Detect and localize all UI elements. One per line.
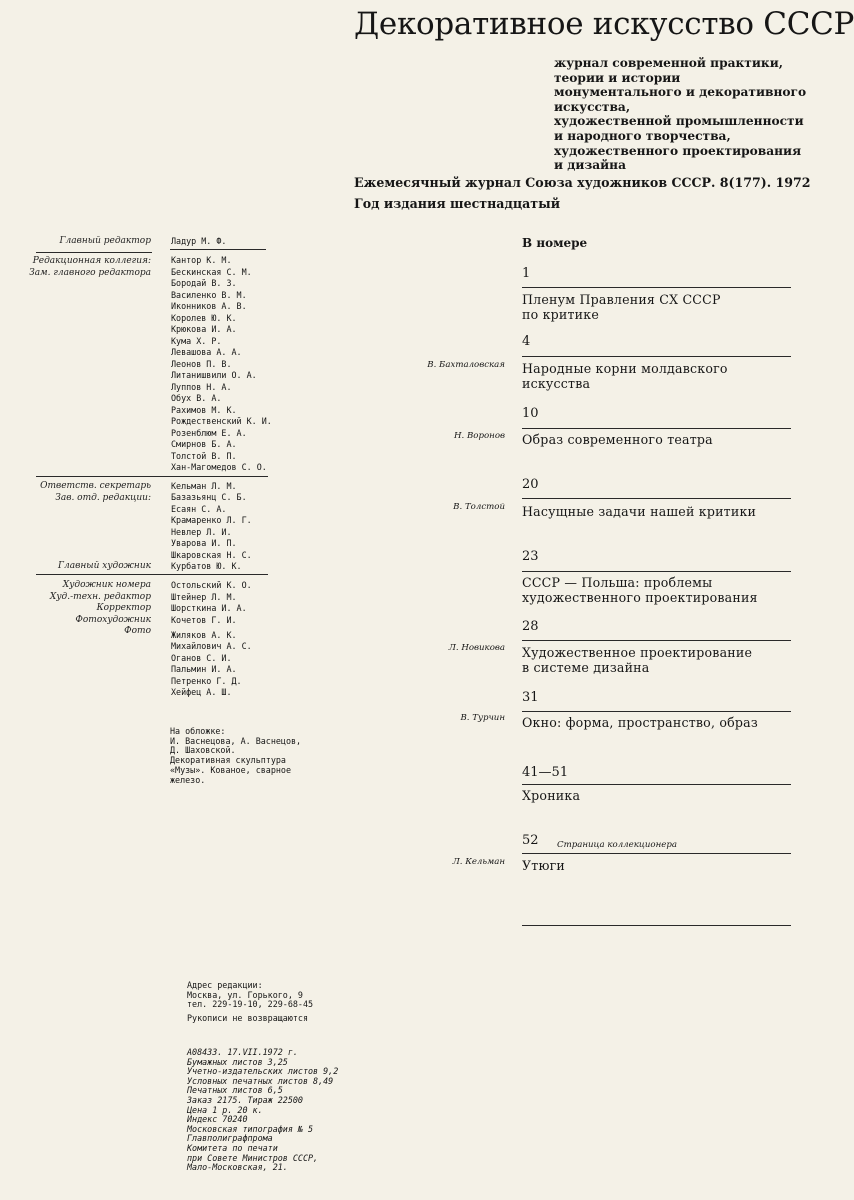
chief-artist-name: Курбатов Ю. К. [171,561,242,571]
cover-note-line: железо. [170,774,206,785]
toc-title-line: Художественное проектирование [522,645,753,660]
secretary-member: Базазьянц С. Б. [171,492,247,502]
toc-page-number: 20 [522,477,539,492]
toc-article-title[interactable] [522,645,752,675]
toc-title-line: СССР — Польша: проблемы [522,575,713,590]
board-member: Бородай В. З. [171,278,237,288]
issue-person: Пальмин И. А. [171,664,237,674]
secretary-member: Невлер Л. И. [171,527,232,537]
imprint-line: Индекс 70240 [187,1114,248,1125]
issue-role: Корректор [96,603,151,613]
imprint-line: Условных печатных листов 8,49 [187,1075,334,1086]
divider [36,252,152,253]
publication-year: Год издания шестнадцатый [354,196,561,211]
board-member: Литанишвили О. А. [171,370,257,380]
divider [170,249,266,250]
chief-editor-name: Ладур М. Ф. [171,236,227,246]
toc-divider [522,711,791,712]
subtitle-line: художественной промышленности [554,114,804,129]
toc-page-number: 52 [522,833,539,848]
toc-author: Н. Воронов [454,431,505,441]
issue-person: Жиляков А. К. [171,630,237,640]
imprint-line: Бумажных листов 3,25 [187,1056,288,1067]
board-member: Левашова А. А. [171,347,242,357]
secretary-member: Есаян С. А. [171,504,227,514]
cover-note-line: Декоративная скульптура [170,755,286,766]
toc-article-title[interactable] [522,292,721,322]
toc-divider [522,498,791,499]
board-member: Иконников А. В. [171,301,247,311]
toc-divider [522,428,791,429]
toc-author: Л. Кельман [452,857,505,867]
issue-person: Оганов С. И. [171,653,232,663]
issue-person: Петренко Г. Д. [171,676,242,686]
imprint [187,1048,338,1173]
imprint-line: Печатных листов 6,5 [187,1085,283,1096]
imprint-line: Комитета по печати [187,1142,278,1153]
secretary-member: Кельман Л. М. [171,481,237,491]
toc-article-title[interactable] [522,575,758,605]
toc-section-label: Страница коллекционера [557,840,677,850]
address-line: Москва, ул. Горького, 9 [187,989,303,1000]
issue-person: Штейнер Л. М. [171,592,237,602]
secretary-member: Шкаровская Н. С. [171,550,252,560]
issue-role: Фотохудожник [75,615,151,625]
issue-role: Фото [124,626,151,636]
board-member: Бескинская С. М. [171,267,252,277]
address-line: Адрес редакции: [187,980,263,990]
issue-person: Шорсткина И. А. [171,603,247,613]
issue-person: Остольский К. О. [171,580,252,590]
imprint-line: А08433. 17.VII.1972 г. [187,1047,298,1057]
deputy-editor-role: Зам. главного редактора [29,268,151,278]
toc-title-line: Окно: форма, пространство, образ [522,715,758,730]
cover-note-line: И. Васнецова, А. Васнецов, [170,735,302,746]
toc-article-title[interactable] [522,504,756,519]
imprint-line: Учетно-издательских листов 9,2 [187,1066,339,1077]
issue-person: Кочетов Г. И. [171,615,237,625]
toc-divider [522,784,791,785]
toc-article-title[interactable] [522,432,713,447]
imprint-line: Московская типография № 5 [187,1123,314,1134]
imprint-line: Мало-Московская, 21. [187,1162,288,1173]
secretary-role: Ответств. секретарь [40,481,151,491]
toc-divider [522,853,791,854]
board-member: Леонов П. В. [171,359,232,369]
toc-author: В. Толстой [453,502,505,512]
magazine-title: Декоративное искусство СССР [354,6,854,42]
toc-author: Л. Новикова [448,643,505,653]
toc-page-number: 23 [522,549,539,564]
toc-divider [522,571,791,572]
toc-article-title[interactable] [522,361,728,391]
board-member: Обух В. А. [171,393,222,403]
board-role: Редакционная коллегия: [32,256,151,266]
toc-title-line: художественного проектирования [522,590,758,605]
cover-note-line: На обложке: [170,726,226,736]
subtitle-line: и народного творчества, [554,128,731,143]
toc-page-number: 41—51 [522,765,569,780]
toc-article-title[interactable] [522,788,580,803]
issue-line: Ежемесячный журнал Союза художников СССР. 8(177). 1972 [354,175,811,190]
toc-divider [522,356,791,357]
toc-heading: В номере [522,236,588,250]
issue-role: Художник номера [62,580,151,590]
chief-editor-role: Главный редактор [59,236,151,246]
board-member: Василенко В. М. [171,290,247,300]
board-member: Крюкова И. А. [171,324,237,334]
toc-page-number: 28 [522,619,539,634]
editorial-address [187,981,313,1010]
toc-title-line: Народные корни молдавского [522,361,728,376]
secretary-member: Уварова И. П. [171,538,237,548]
board-member: Рахимов М. К. [171,405,237,415]
toc-author: В. Бахталовская [427,360,505,370]
subtitle-line: теории и истории [554,70,681,85]
toc-title-line: искусства [522,376,591,391]
toc-article-title[interactable] [522,715,758,730]
issue-person: Хейфец А. Ш. [171,687,232,697]
cover-note-line: «Музы». Кованое, сварное [170,764,292,775]
board-member: Рождественский К. И. [171,416,272,426]
toc-title-line: Утюги [522,858,566,873]
toc-article-title[interactable] [522,858,565,873]
subtitle-line: монументального и декоративного [554,85,807,100]
subtitle-line: искусства, [554,99,631,114]
magazine-subtitle [554,56,807,173]
divider [36,476,268,477]
imprint-line: Главполиграфпрома [187,1133,273,1144]
imprint-line: Цена 1 р. 20 к. [187,1104,263,1115]
cover-note [170,727,301,785]
toc-title-line: Пленум Правления СХ СССР [522,292,721,307]
address-line: тел. 229-19-10, 229-68-45 [187,999,314,1010]
toc-author: В. Турчин [460,713,505,723]
board-member: Кума Х. Р. [171,336,222,346]
issue-person: Михайлович А. С. [171,641,252,651]
toc-divider [522,287,791,288]
toc-page-number: 10 [522,406,539,421]
board-member: Кантор К. М. [171,255,232,265]
toc-page-number: 1 [522,266,531,281]
board-member: Толстой В. П. [171,451,237,461]
toc-divider [522,640,791,641]
secretary-member: Крамаренко Л. Г. [171,515,252,525]
toc-page-number: 4 [522,334,531,349]
board-member: Хан-Магомедов С. О. [171,462,267,472]
toc-divider [522,925,791,926]
divider [36,574,268,575]
subtitle-line: журнал современной практики, [554,56,783,70]
board-member: Королев Ю. К. [171,313,237,323]
department-role: Зав. отд. редакции: [55,493,151,503]
board-member: Розенблюм Е. А. [171,428,247,438]
toc-title-line: Насущные задачи нашей критики [522,504,757,519]
chief-artist-role: Главный художник [58,561,151,571]
toc-title-line: Образ современного театра [522,432,713,447]
toc-page-number: 31 [522,690,539,705]
board-member: Луппов Н. А. [171,382,232,392]
issue-role: Худ.-техн. редактор [49,592,151,602]
board-member: Смирнов Б. А. [171,439,237,449]
imprint-line: при Совете Министров СССР, [187,1152,319,1163]
toc-title-line: в системе дизайна [522,660,650,675]
imprint-line: Заказ 2175. Тираж 22500 [187,1094,303,1105]
toc-title-line: Хроника [522,788,581,803]
toc-title-line: по критике [522,307,599,322]
manuscripts-note: Рукописи не возвращаются [187,1013,309,1023]
subtitle-line: художественного проектирования [554,143,802,158]
subtitle-line: и дизайна [554,158,626,173]
cover-note-line: Д. Шаховской. [170,745,236,756]
